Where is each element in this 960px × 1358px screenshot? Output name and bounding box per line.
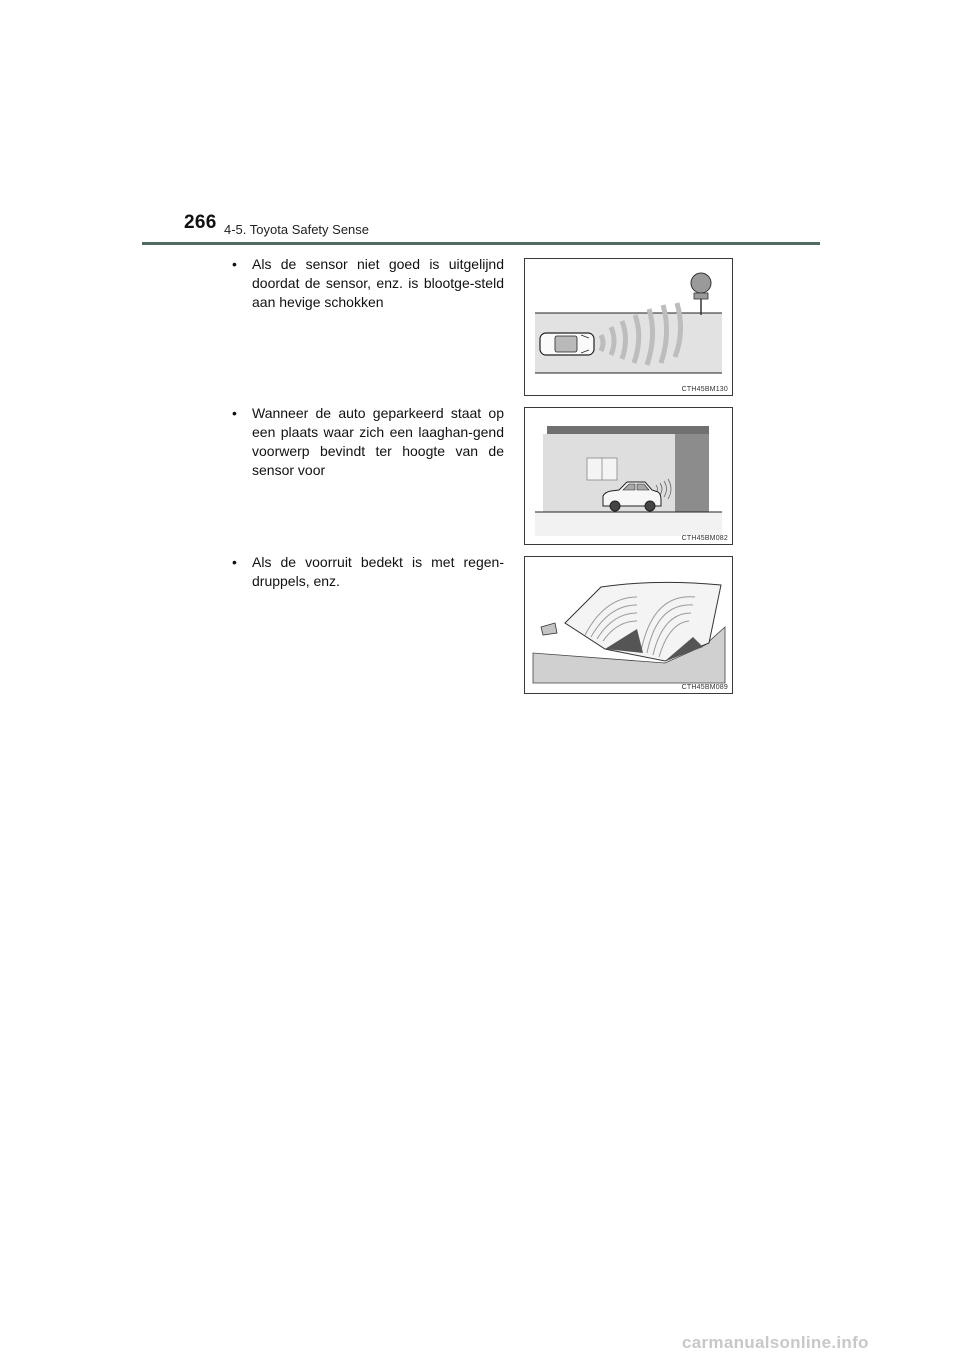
figure-code: CTH45BM130 <box>681 386 728 393</box>
bullet: • <box>232 405 237 421</box>
list-item <box>232 553 504 591</box>
header-rule <box>142 242 820 245</box>
section-title: 4-5. Toyota Safety Sense <box>224 222 370 237</box>
parked-car-illustration <box>525 408 732 544</box>
page-number: 266 <box>184 212 217 233</box>
item-text: Wanneer de auto geparkeerd staat op een plaats waar zich een laaghan-gend voorwerp bevindt ter hoogte van de sensor voor <box>252 405 504 478</box>
figure-misaligned-sensor <box>524 258 733 396</box>
bullet: • <box>232 256 237 272</box>
windshield-illustration <box>525 557 732 693</box>
list-item <box>232 255 504 312</box>
figure-code: CTH45BM089 <box>681 684 728 691</box>
bullet: • <box>232 554 237 570</box>
figure-parked-low-object <box>524 407 733 545</box>
figure-raindrops-windshield <box>524 556 733 694</box>
item-text: Als de sensor niet goed is uitgelijnd doordat de sensor, enz. is blootge-steld aan hevige schokken <box>252 256 504 310</box>
figure-code: CTH45BM082 <box>681 535 728 542</box>
list-item <box>232 404 504 480</box>
item-text: Als de voorruit bedekt is met regen-druppels, enz. <box>252 554 504 589</box>
sensor-misaligned-illustration <box>525 259 732 395</box>
watermark: carmanualsonline.info <box>682 1333 869 1352</box>
